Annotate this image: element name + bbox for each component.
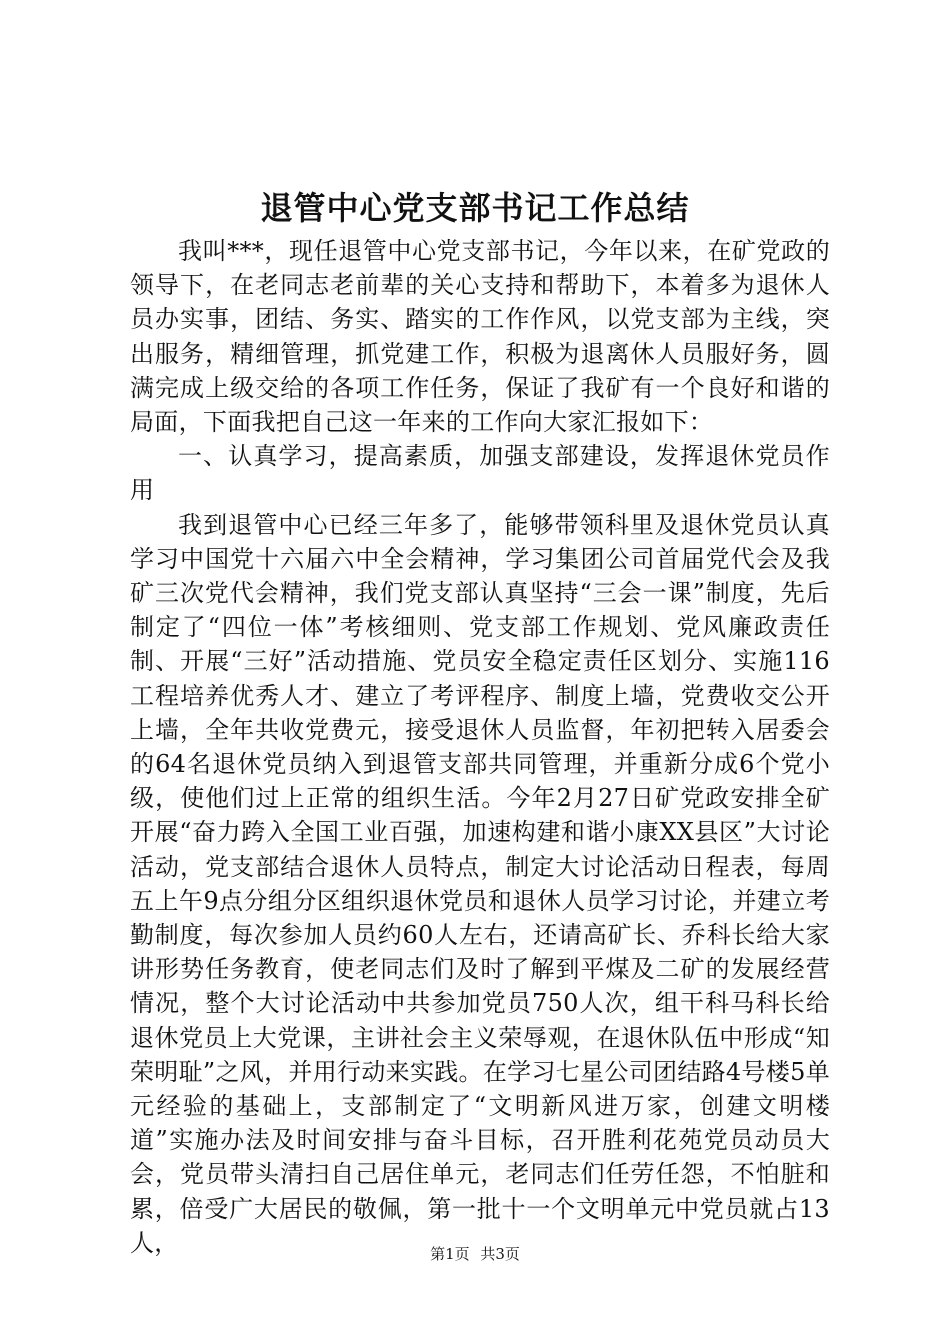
- section-heading-1: 一、认真学习，提高素质，加强支部建设，发挥退休党员作用: [130, 442, 830, 505]
- page-footer: [0, 1244, 950, 1264]
- paragraph-intro: 我叫***，现任退管中心党支部书记，今年以来，在矿党政的领导下，在老同志老前辈的关心支持和帮助下，本着多为退休人员办实事，团结、务实、踏实的工作作风，以党支部为主线，突出服务，精细管理，抓党建工作，积极为退离休人员服好务，圆满完成上级交给的各项工作任务，保证了我矿有一个良好和谐的局面，下面我把自己这一年来的工作向大家汇报如下：: [130, 237, 830, 437]
- document-title: 退管中心党支部书记工作总结: [260, 189, 690, 227]
- document-body: [130, 234, 830, 1260]
- page-number-total: 共3页: [480, 1245, 520, 1263]
- page-number-current: 第1页: [430, 1245, 470, 1263]
- paragraph-section-1: 我到退管中心已经三年多了，能够带领科里及退休党员认真学习中国党十六届六中全会精神，学习集团公司首届党代会及我矿三次党代会精神，我们党支部认真坚持“三会一课”制度，先后制定了“四位一体”考核细则、党支部工作规划、党风廉政责任制、开展“三好”活动措施、党员安全稳定责任区划分、实施116工程培养优秀人才、建立了考评程序、制度上墙，党费收交公开上墙，全年共收党费元，接受退休人员监督，年初把转入居委会的64名退休党员纳入到退管支部共同管理，并重新分成6个党小级，使他们过上正常的组织生活。今年2月27日矿党政安排全矿开展“奋力跨入全国工业百强，加速构建和谐小康XX县区”大讨论活动，党支部结合退休人员特点，制定大讨论活动日程表，每周五上午9点分组分区组织退休党员和退休人员学习讨论，并建立考勤制度，每次参加人员约60人左右，还请高矿长、乔科长给大家讲形势任务教育，使老同志们及时了解到平煤及二矿的发展经营情况，整个大讨论活动中共参加党员750人次，组干科马科长给退休党员上大党课，主讲社会主义荣辱观，在退休队伍中形成“知荣明耻”之风，并用行动来实践。在学习七星公司团结路4号楼5单元经验的基础上，支部制定了“文明新风进万家，创建文明楼道”实施办法及时间安排与奋斗目标，召开胜利花苑党员动员大会，党员带头清扫自己居住单元，老同志们任劳任怨，不怕脏和累，倍受广大居民的敬佩，第一批十一个文明单元中党员就占13人，: [130, 510, 830, 1257]
